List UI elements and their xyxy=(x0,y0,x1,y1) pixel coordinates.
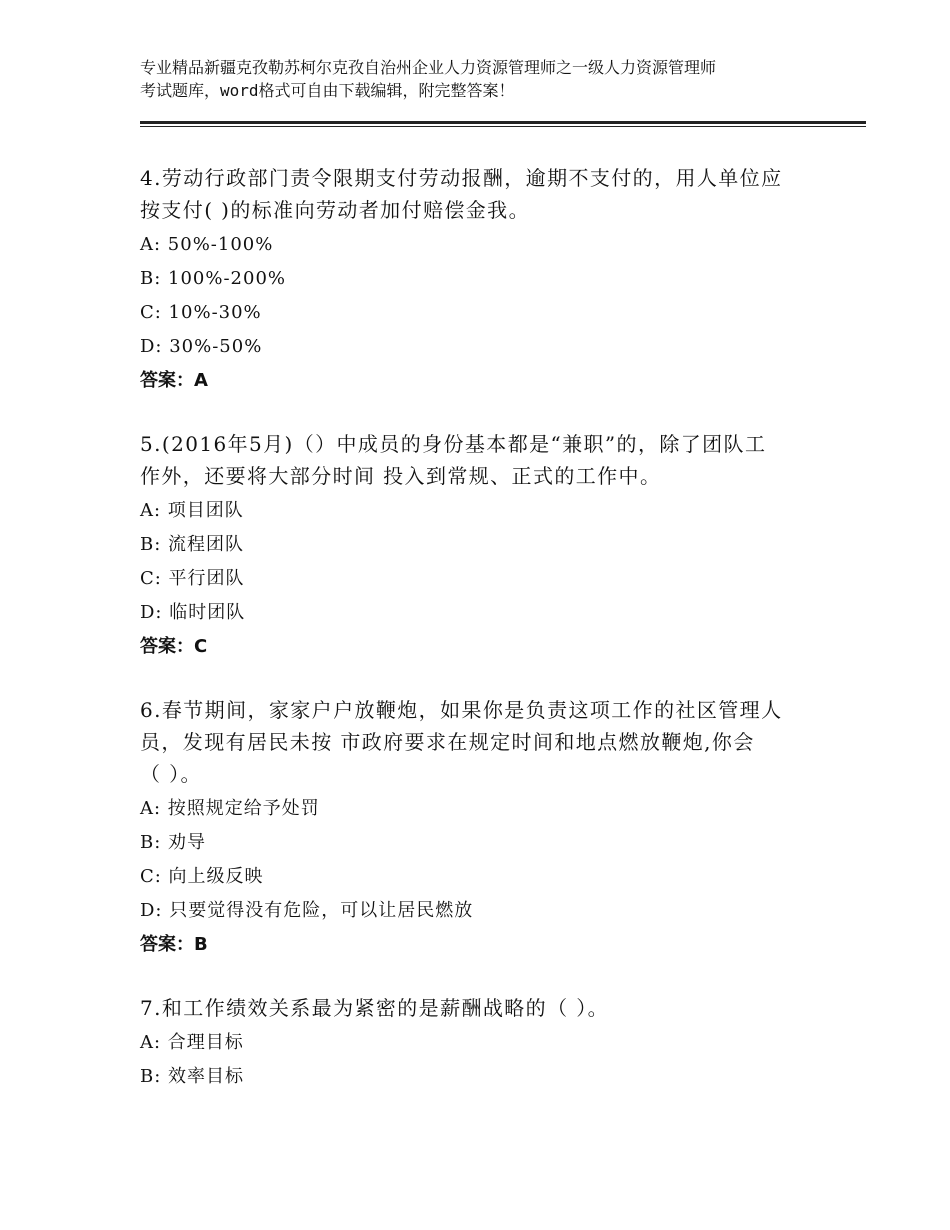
option-c: C: 平行团队 xyxy=(140,568,245,589)
question-stem xyxy=(140,162,820,226)
question-stem-line: 6.春节期间，家家户户放鞭炮，如果你是负责这项工作的社区管理人 xyxy=(140,698,783,722)
question-stem-line: 7.和工作绩效关系最为紧密的是薪酬战略的（ ）。 xyxy=(140,996,610,1020)
option-d: D: 30%-50% xyxy=(140,336,263,357)
header-divider-thick xyxy=(140,121,866,124)
answer-label: 答案：C xyxy=(140,636,208,657)
document-header xyxy=(140,56,840,102)
question-stem-line: 按支付( )的标准向劳动者加付赔偿金我。 xyxy=(140,198,530,222)
header-title-line-1: 专业精品新疆克孜勒苏柯尔克孜自治州企业人力资源管理师之一级人力资源管理师 xyxy=(140,58,717,77)
option-b: B: 100%-200% xyxy=(140,268,287,289)
question-5 xyxy=(140,428,820,664)
option-a: A: 合理目标 xyxy=(140,1032,244,1053)
option-a: A: 50%-100% xyxy=(140,234,274,255)
header-title-line-2: 考试题库，word格式可自由下载编辑，附完整答案！ xyxy=(140,81,515,100)
option-d: D: 临时团队 xyxy=(140,602,246,623)
option-a: A: 按照规定给予处罚 xyxy=(140,798,320,819)
question-stem-line: 员，发现有居民未按 市政府要求在规定时间和地点燃放鞭炮,你会 xyxy=(140,730,755,754)
question-stem-line: （ ）。 xyxy=(140,762,202,786)
question-stem-line: 5.(2016年5月)（）中成员的身份基本都是“兼职”的，除了团队工 xyxy=(140,432,767,456)
question-list xyxy=(140,162,820,1124)
question-stem-line: 4.劳动行政部门责令限期支付劳动报酬，逾期不支付的，用人单位应 xyxy=(140,166,783,190)
question-7 xyxy=(140,992,820,1094)
question-stem-line: 作外，还要将大部分时间 投入到常规、正式的工作中。 xyxy=(140,464,662,488)
question-stem xyxy=(140,428,820,492)
option-c: C: 向上级反映 xyxy=(140,866,264,887)
question-stem xyxy=(140,992,820,1024)
option-b: B: 流程团队 xyxy=(140,534,245,555)
answer-label: 答案：A xyxy=(140,370,208,391)
question-4 xyxy=(140,162,820,398)
option-d: D: 只要觉得没有危险，可以让居民燃放 xyxy=(140,900,474,921)
question-stem xyxy=(140,694,820,790)
option-b: B: 效率目标 xyxy=(140,1066,245,1087)
answer-label: 答案：B xyxy=(140,934,208,955)
option-a: A: 项目团队 xyxy=(140,500,244,521)
question-6 xyxy=(140,694,820,962)
header-divider-thin xyxy=(140,126,866,127)
option-b: B: 劝导 xyxy=(140,832,207,853)
option-c: C: 10%-30% xyxy=(140,302,262,323)
